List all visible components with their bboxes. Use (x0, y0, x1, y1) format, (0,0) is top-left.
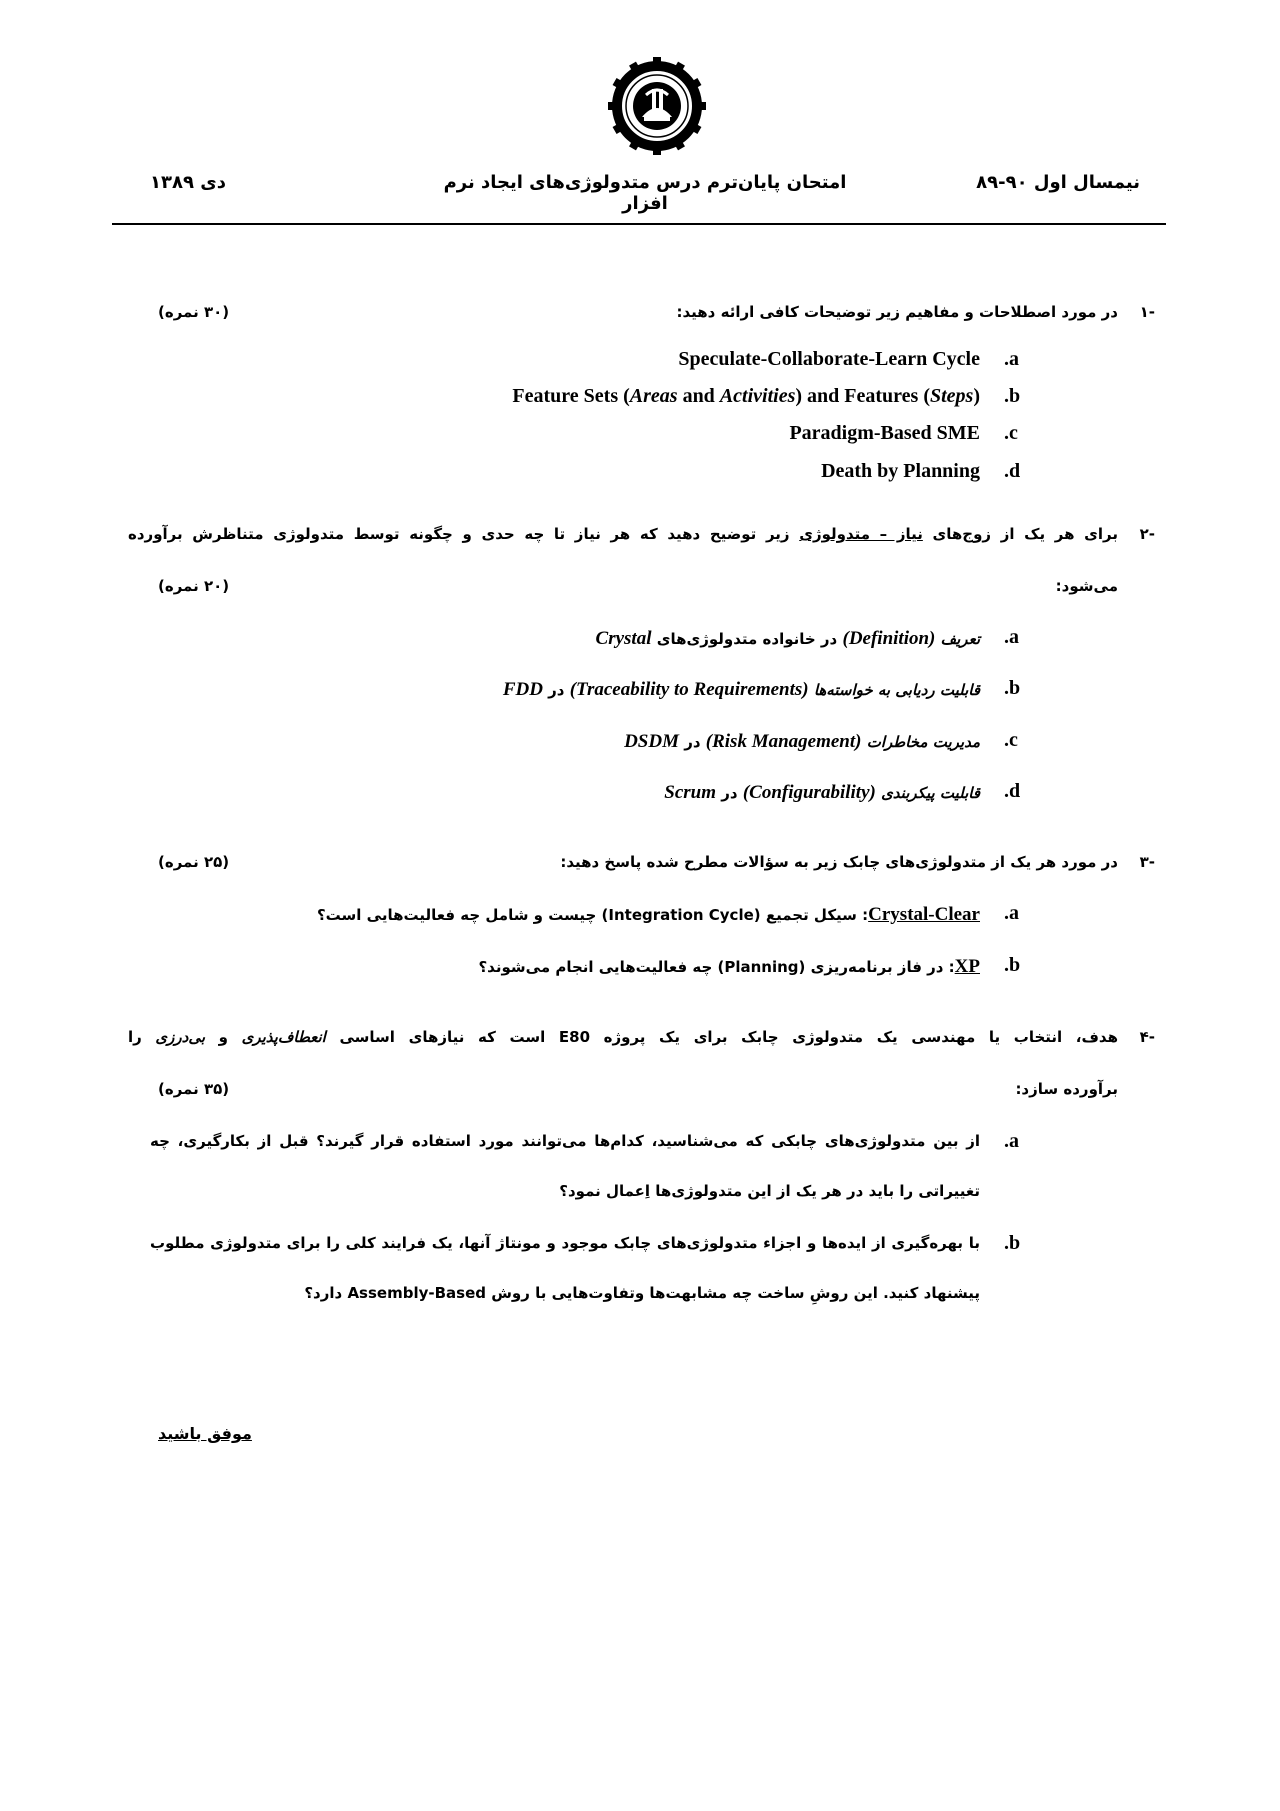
q2-item-b-text: قابلیت ردیابی به خواسته‌ها (Traceability to Requirements) در FDD (502, 679, 980, 700)
question-2-number: -۲ (1139, 525, 1155, 543)
question-3-number: -۳ (1139, 853, 1155, 871)
q2-item-c-text: مدیریت مخاطرات (Risk Management) در DSDM (624, 731, 980, 752)
q4-item-b-letter: .b (1004, 1232, 1021, 1254)
exam-title: امتحان پایان‌ترم درس متدولوژی‌های ایجاد نرم افزار (443, 172, 847, 214)
question-4-score: (۳۵ نمره) (158, 1080, 230, 1098)
q2-item-d-letter: .d (1004, 780, 1021, 802)
header-divider (112, 223, 1166, 225)
q4-item-a-line2: تغییراتی را باید در هر یک از این متدولوژی‌ها اِعمال نمود؟ (559, 1182, 980, 1200)
q2-item-a-letter: .a (1004, 626, 1019, 648)
q2-item-a-text: تعریف (Definition) در خانواده متدولوژی‌های Crystal (595, 628, 980, 649)
question-2-score: (۲۰ نمره) (158, 577, 230, 595)
q3-item-b-letter: .b (1004, 954, 1021, 976)
q1-item-d-letter: .d (1004, 460, 1021, 482)
q3-item-b-text: XP: در فاز برنامه‌ریزی (Planning) چه فعالیت‌هایی انجام می‌شوند؟ (478, 956, 980, 977)
q4-item-b-line1: با بهره‌گیری از ایده‌ها و اجزاء متدولوژی‌های چابک موجود و مونتاژ آنها، یک فرایند کلی را برای متدولوژی مطلوب (150, 1234, 980, 1252)
question-2-text: برای هر یک از زوج‌های نیاز – متدولوژی زیر توضیح دهید که هر نیاز تا چه حدی و چگونه توسط متدولوژی متناظرش برآورده (128, 525, 1118, 543)
q1-item-b-text: Feature Sets (Areas and Activities) and Features (Steps) (512, 385, 980, 407)
university-logo (606, 55, 708, 157)
q1-item-c-text: Paradigm-Based SME (789, 422, 980, 444)
q1-item-a-text: Speculate-Collaborate-Learn Cycle (678, 348, 980, 370)
q1-item-b-letter: .b (1004, 385, 1021, 407)
q1-item-a-letter: .a (1004, 348, 1019, 370)
semester-label: نیمسال اول ۹۰-۸۹ (976, 172, 1140, 193)
q1-item-c-letter: .c (1004, 422, 1018, 444)
q2-item-d-text: قابلیت پیکربندی (Configurability) در Scrum (664, 782, 980, 803)
q1-item-d-text: Death by Planning (821, 460, 980, 482)
question-1-text: در مورد اصطلاحات و مفاهیم زیر توضیحات کافی ارائه دهید: (676, 303, 1118, 321)
q4-item-a-letter: .a (1004, 1130, 1019, 1152)
q2-item-c-letter: .c (1004, 729, 1018, 751)
question-3-text: در مورد هر یک از متدولوژی‌های چابک زیر به سؤالات مطرح شده پاسخ دهید: (560, 853, 1118, 871)
q3-item-a-text: Crystal-Clear: سیکل تجمیع (Integration Cycle) چیست و شامل چه فعالیت‌هایی است؟ (316, 904, 980, 925)
q2-item-b-letter: .b (1004, 677, 1021, 699)
question-4-text-line2: برآورده سازد: (1015, 1080, 1118, 1098)
question-2-text-line2: می‌شود: (1055, 577, 1118, 595)
question-4-number: -۴ (1139, 1028, 1155, 1046)
q3-item-a-letter: .a (1004, 902, 1019, 924)
question-1-number: -۱ (1139, 303, 1155, 321)
question-4-text: هدف، انتخاب یا مهندسی یک متدولوژی چابک برای یک پروژه E80 است که نیازهای اساسی انعطاف‌پذیری و بی‌درزی را (128, 1028, 1118, 1046)
q4-item-a-line1: از بین متدولوژی‌های چابکی که می‌شناسید، کدام‌ها می‌توانند مورد استفاده قرار گیرند؟ قبل از بکارگیری، چه (150, 1132, 980, 1150)
closing-note: موفق باشید (158, 1424, 252, 1443)
exam-date: دی ۱۳۸۹ (150, 172, 226, 193)
q4-item-b-line2: پیشنهاد کنید. این روشِ ساخت چه مشابهت‌ها وتفاوت‌هایی با روش Assembly-Based دارد؟ (304, 1284, 980, 1302)
question-3-score: (۲۵ نمره) (158, 853, 230, 871)
question-1-score: (۳۰ نمره) (158, 303, 230, 321)
